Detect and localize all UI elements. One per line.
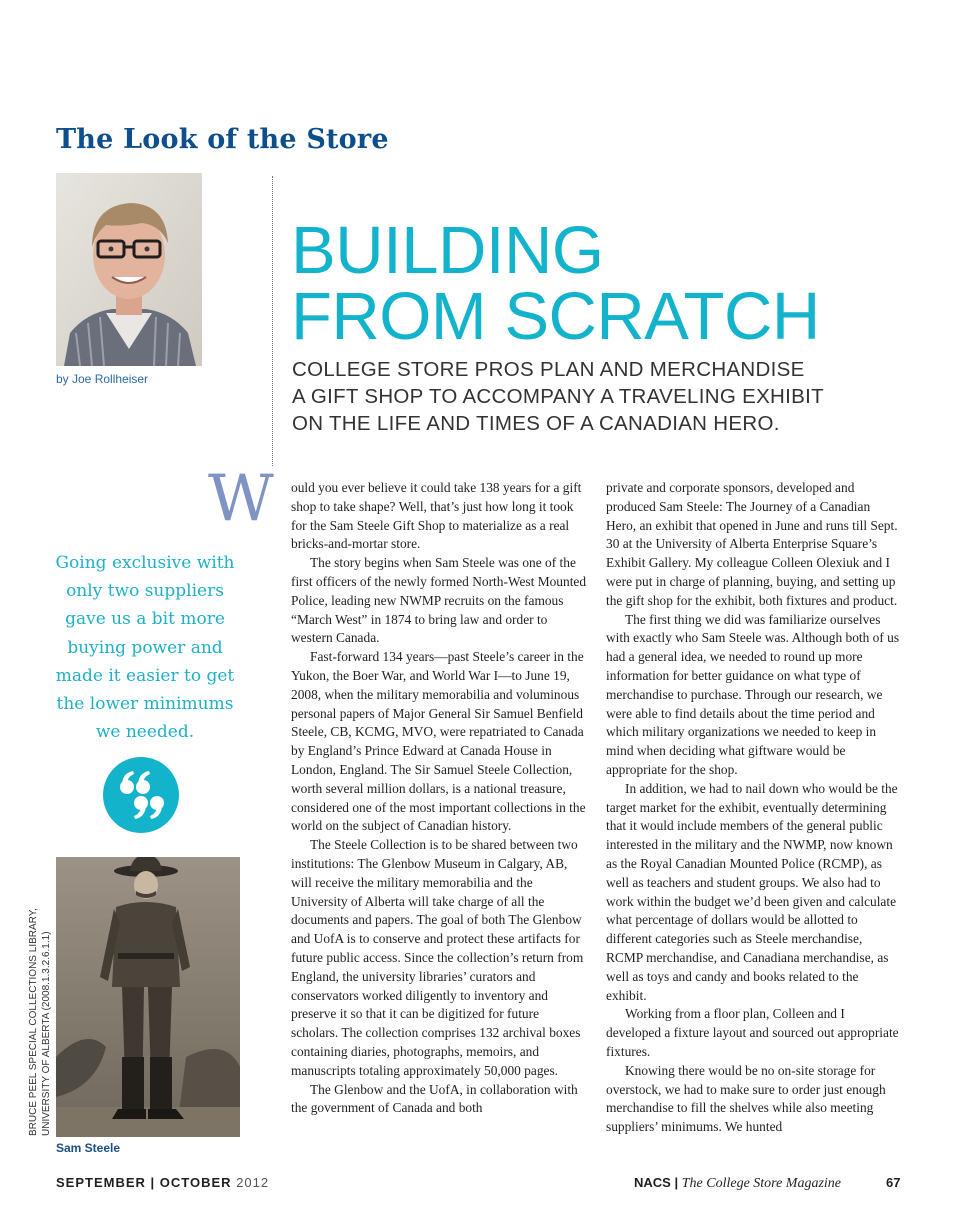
paragraph: The Steele Collection is to be shared between two institutions: The Glenbow Museum in Calgary, AB, will receive the military memorabilia and the University of Alberta will take charge of all the documents and papers. The goal of both The Glenbow and UofA is to conserve and protect these artifacts for future public access. Since the collection’s return from England, the university libraries’ curators and conservators worked diligently to inventory and preserve it so that it can be digitized for future scholars. The collection comprises 132 archival boxes containing diaries, photographs, memoirs, and manuscripts totaling approximately 50,000 pages.: [291, 837, 584, 1078]
photo-credit-line-1: BRUCE PEEL SPECIAL COLLECTIONS LIBRARY,: [28, 908, 39, 1136]
page-number: 67: [886, 1175, 901, 1190]
magazine-title: The College Store Magazine: [681, 1176, 842, 1191]
deck: [292, 356, 852, 437]
photo-credit-line-2: UNIVERSITY OF ALBERTA (2008.1.3.2.6.1.1): [40, 931, 52, 1136]
issue-year: 2012: [236, 1175, 270, 1190]
issue-separator: |: [150, 1175, 156, 1190]
headline: [291, 213, 820, 354]
issue-month-2: OCTOBER: [159, 1175, 232, 1190]
paragraph: In addition, we had to nail down who would be the target market for the exhibit, eventually determining that it would include members of the general public interested in the military and the NWMP, now known as the Royal Canadian Mounted Police (RCMP), as well as teachers and student groups. We also had to work within the budget we’d been given and calculate what percentage of dollars would be allotted to different categories such as Steele merchandise, RCMP merchandise, and Canadiana merchandise, as well as toys and candy and books related to the exhibit.: [606, 780, 898, 1003]
publication-separator: |: [674, 1175, 679, 1190]
author-photo: [56, 173, 202, 366]
byline: by Joe Rollheiser: [56, 372, 149, 386]
deck-line-1: COLLEGE STORE PROS PLAN AND MERCHANDISE: [292, 358, 805, 381]
paragraph: Knowing there would be no on-site storage for overstock, we had to make sure to order just enough merchandise to fill the shelves while also meeting suppliers’ minimums. We hunted: [606, 1062, 886, 1135]
section-title: The Look of the Store: [56, 124, 389, 155]
issue-month-1: SEPTEMBER: [56, 1175, 146, 1190]
quotation-marks-icon: [103, 757, 179, 833]
sam-steele-photo: [56, 857, 240, 1137]
paragraph: Working from a floor plan, Colleen and I developed a fixture layout and sourced out appropriate fixtures.: [606, 1006, 899, 1059]
photo-caption: Sam Steele: [56, 1141, 121, 1155]
paragraph: The first thing we did was familiarize ourselves with exactly who Sam Steele was. Although both of us had a general idea, we needed to round up more information for better guidance on what type of merchandise to purchase. Through our research, we were able to find details about the time period and which military organizations we needed to keep in mind when deciding what giftware would be appropriate for the shop.: [606, 611, 900, 777]
issue-date: [56, 1175, 269, 1190]
paragraph: The story begins when Sam Steele was one of the first officers of the newly formed North-West Mounted Police, leading new NWMP recruits on the famous “March West” in 1874 to bring law and order to western Canada.: [291, 555, 587, 646]
paragraph: The Glenbow and the UofA, in collaboration with the government of Canada and both: [291, 1081, 578, 1116]
paragraph: ould you ever believe it could take 138 years for a gift shop to take shape? Well, that’s just how long it took for the Sam Steele Gift Shop to materialize as a real bricks-and-mortar store.: [291, 480, 582, 552]
pull-quote: Going exclusive with only two suppliers gave us a bit more buying power and made it easier to get the lower minimums we needed.: [55, 553, 235, 743]
paragraph: private and corporate sponsors, developed and produced Sam Steele: The Journey of a Canadian Hero, an exhibit that opened in June and runs till Sept. 30 at the University of Alberta Enterprise Square’s Exhibit Gallery. My colleague Colleen Olexiuk and I were put in charge of planning, buying, and setting up the gift shop for the exhibit, both fixtures and product.: [606, 480, 898, 608]
drop-cap: W: [208, 462, 274, 536]
article-column-1: [291, 479, 589, 1118]
article-column-2: [606, 479, 902, 1137]
publication-name: [634, 1175, 841, 1192]
photo-credit: [28, 856, 53, 1136]
deck-line-3: ON THE LIFE AND TIMES OF A CANADIAN HERO.: [292, 412, 780, 435]
headline-line-1: BUILDING: [291, 213, 604, 288]
paragraph: Fast-forward 134 years—past Steele’s career in the Yukon, the Boer War, and World War I—to June 19, 2008, when the military memorabilia and voluminous personal papers of Major General Sir Samuel Benfield Steele, CB, KCMG, MVO, were repatriated to Canada by England’s Prince Edward at Canada House in London, England. The Sir Samuel Steele Collection, worth several million dollars, is a national treasure, considered one of the most important collections in the world on the subject of Canadian history.: [291, 649, 586, 834]
headline-line-2: FROM SCRATCH: [291, 279, 820, 354]
column-divider: [272, 176, 273, 466]
publisher-name: NACS: [634, 1175, 671, 1190]
deck-line-2: A GIFT SHOP TO ACCOMPANY A TRAVELING EXHIBIT: [292, 385, 824, 408]
